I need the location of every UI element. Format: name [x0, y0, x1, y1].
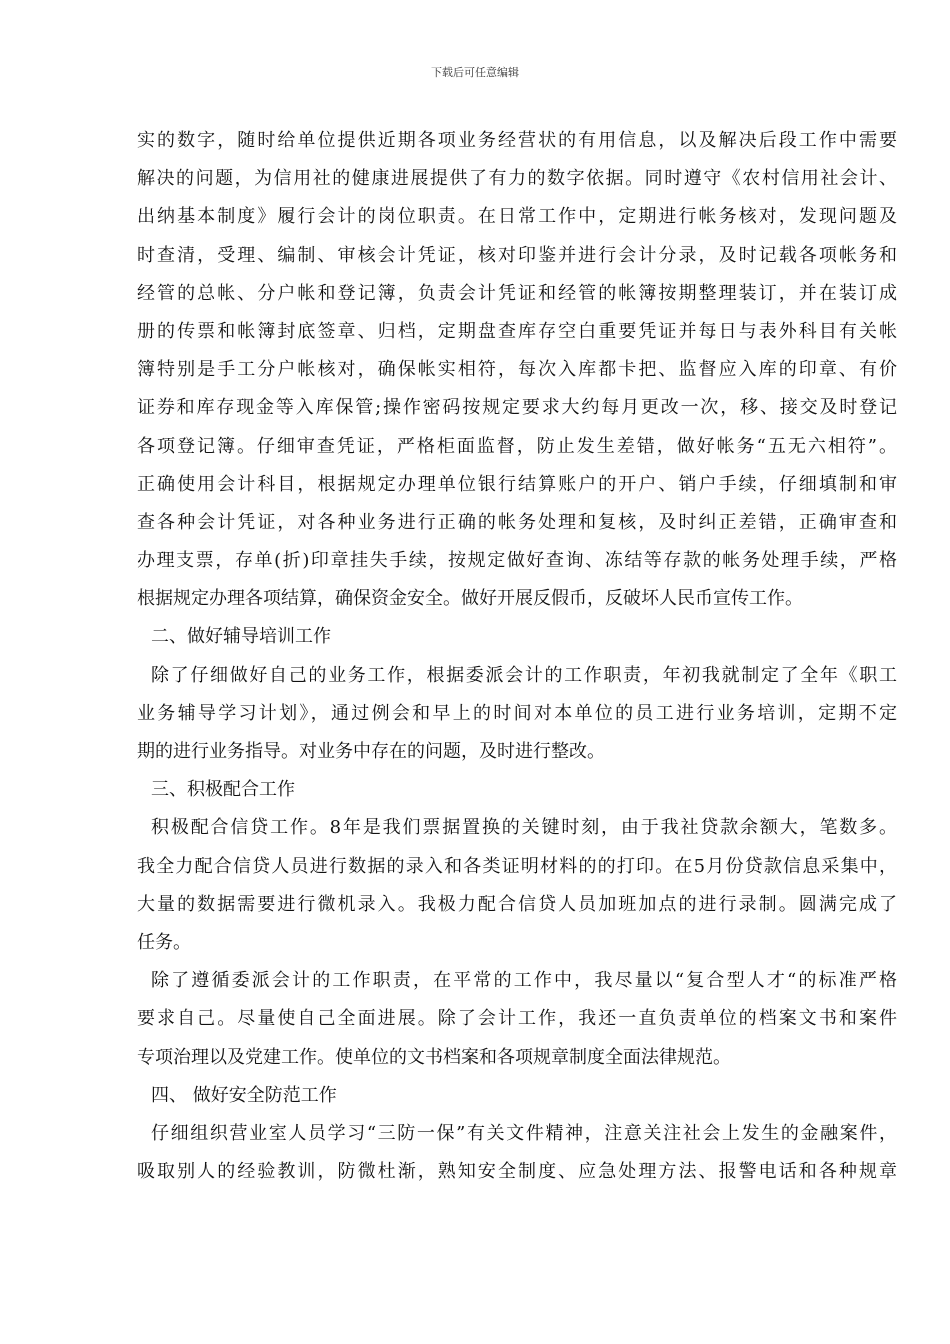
page-header: 下载后可任意编辑: [431, 66, 519, 79]
text-line: 期的进行业务指导。对业务中存在的问题，及时进行整改。: [137, 741, 605, 762]
text-line: 时查清，受理、编制、审核会计凭证，核对印鉴并进行会计分录，及时记载各项帐务和: [137, 244, 897, 266]
text-line: 实的数字，随时给单位提供近期各项业务经营状的有用信息，以及解决后段工作中需要: [137, 130, 897, 151]
text-line: 三、积极配合工作: [151, 779, 295, 801]
text-line: 解决的问题，为信用社的健康进展提供了有力的数字依据。同时遵守《农村信用社会计、: [137, 168, 897, 190]
text-line: 证券和库存现金等入库保管;操作密码按规定要求大约每月更改一次，移、接交及时登记: [137, 397, 897, 419]
text-line: 正确使用会计科目，根据规定办理单位银行结算账户的开户、销户手续，仔细填制和审: [137, 473, 897, 495]
text-line: 大量的数据需要进行微机录入。我极力配合信贷人员加班加点的进行录制。圆满完成了: [137, 893, 897, 915]
text-line: 四、 做好安全防范工作: [151, 1084, 337, 1106]
text-line: 积极配合信贷工作。8年是我们票据置换的关键时刻，由于我社贷款余额大，笔数多。: [151, 817, 897, 839]
text-line: 经管的总帐、分户帐和登记簿，负责会计凭证和经管的帐簿按期整理装订，并在装订成: [137, 282, 897, 304]
text-line: 我全力配合信贷人员进行数据的录入和各类证明材料的的打印。在5月份贷款信息采集中，: [137, 855, 897, 877]
text-line: 簿特别是手工分户帐核对，确保帐实相符，每次入库都卡把、监督应入库的印章、有价: [137, 359, 897, 381]
text-line: 仔细组织营业室人员学习“三防一保”有关文件精神，注意关注社会上发生的金融案件，: [151, 1122, 897, 1144]
text-line: 二、做好辅导培训工作: [151, 626, 331, 648]
text-line: 册的传票和帐簿封底签章、归档，定期盘查库存空白重要凭证并每日与表外科目有关帐: [137, 320, 897, 342]
text-line: 根据规定办理各项结算，确保资金安全。做好开展反假币，反破坏人民币宣传工作。: [137, 588, 803, 610]
text-line: 出纳基本制度》履行会计的岗位职责。在日常工作中，定期进行帐务核对，发现问题及: [137, 206, 897, 228]
text-line: 各项登记簿。仔细审查凭证，严格柜面监督，防止发生差错，做好帐务“五无六相符”。: [137, 435, 897, 457]
text-line: 业务辅导学习计划》，通过例会和早上的时间对本单位的员工进行业务培训，定期不定: [137, 702, 897, 724]
text-line: 办理支票，存单(折)印章挂失手续，按规定做好查询、冻结等存款的帐务处理手续，严格: [137, 550, 897, 572]
text-line: 吸取别人的经验教训，防微杜渐，熟知安全制度、应急处理方法、报警电话和各种规章: [137, 1161, 897, 1183]
text-line: 专项治理以及党建工作。使单位的文书档案和各项规章制度全面法律规范。: [137, 1046, 731, 1068]
document-body: [137, 122, 897, 1191]
text-line: 查各种会计凭证，对各种业务进行正确的帐务处理和复核，及时纠正差错，正确审查和: [137, 511, 897, 533]
text-line: 除了仔细做好自己的业务工作，根据委派会计的工作职责，年初我就制定了全年《职工: [151, 664, 897, 686]
text-line: 除了遵循委派会计的工作职责，在平常的工作中，我尽量以“复合型人才“的标准严格: [151, 970, 897, 992]
text-line: 任务。: [137, 931, 191, 953]
text-line: 要求自己。尽量使自己全面进展。除了会计工作，我还一直负责单位的档案文书和案件: [137, 1008, 897, 1030]
